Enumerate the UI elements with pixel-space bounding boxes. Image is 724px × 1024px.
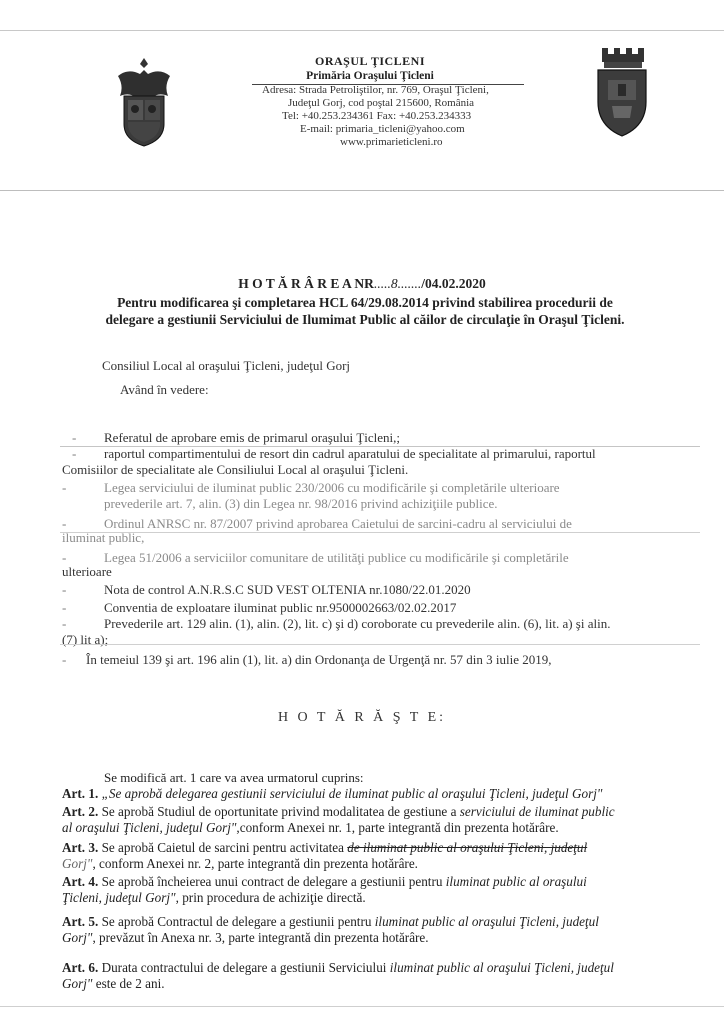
article-5-text-2: , prevăzut în Anexa nr. 3, parte integrantă din prezenta hotărâre. (92, 930, 429, 945)
consideration-3-line-2: prevederile art. 7, alin. (3) din Legea nr. 98/2016 privind achiziţiile publice. (104, 496, 498, 511)
bullet-dash: - (72, 446, 77, 461)
consideration-4-line-2: iluminat public, (62, 530, 145, 545)
article-5-text-1: Se aprobă Contractul de delegare a gestiunii pentru (98, 914, 375, 929)
consideration-4-line-1: Ordinul ANRSC nr. 87/2007 privind aprobarea Caietului de sarcini-cadru al serviciului de (104, 516, 572, 531)
consideration-3-line-1: Legea serviciului de iluminat public 230/2006 cu modificările şi completările ulterioare (104, 480, 560, 495)
address-line-2: Judeţul Gorj, cod poştal 215600, România (288, 97, 475, 109)
decision-subtitle (60, 294, 670, 328)
consideration-8-line-1: Prevederile art. 129 alin. (1), alin. (2), lit. c) şi d) coroborate cu prevederile alin. (6), lit. a) şi alin. (104, 616, 611, 631)
article-2 (62, 804, 692, 836)
article-3-italic-2: Gorj" (62, 856, 93, 871)
web-line: www.primarieticleni.ro (340, 136, 443, 148)
article-6-italic-1: iluminat public al oraşului Ţicleni, judeţul (389, 960, 614, 975)
bullet-dash: - (62, 550, 67, 565)
consideration-7: Conventia de exploatare iluminat public nr.9500002663/02.02.2017 (104, 600, 457, 615)
article-4-text-2: , prin procedura de achiziţie directă. (175, 890, 366, 905)
bullet-dash: - (72, 430, 77, 445)
bullet-dash: - (62, 600, 67, 615)
header-contact (262, 84, 489, 149)
scan-line (60, 644, 700, 645)
romania-coat-of-arms-icon (114, 52, 174, 150)
subtitle-line-1: Pentru modificarea şi completarea HCL 64/29.08.2014 privind stabilirea procedurii de (117, 295, 613, 310)
consideration-1: Referatul de aprobare emis de primarul oraşului Ţicleni,; (104, 430, 400, 445)
bullet-dash: - (62, 616, 67, 631)
article-5-label: Art. 5. (62, 914, 99, 929)
bullet-dash: - (62, 480, 67, 495)
article-6-text-1: Durata contractului de delegare a gestiunii Serviciului (98, 960, 390, 975)
scan-line (60, 446, 700, 447)
article-6 (62, 960, 692, 992)
bullet-dash: - (62, 516, 67, 531)
article-2-text-2: ,conform Anexei nr. 1, parte integrantă din prezenta hotărâre. (236, 820, 559, 835)
consideration-6: Nota de control A.N.R.S.C SUD VEST OLTENIA nr.1080/22.01.2020 (104, 582, 471, 597)
article-5 (62, 914, 692, 946)
city-name: ORAŞUL ŢICLENI (314, 54, 426, 68)
consideration-5-line-1: Legea 51/2006 a serviciilor comunitare de utilităţi publice cu modificările şi completările (104, 550, 569, 565)
town-hall-name: Primăria Oraşului Ţicleni (306, 69, 434, 82)
bullet-dash: - (62, 652, 67, 667)
ticleni-coat-of-arms-icon (594, 44, 650, 140)
article-3-text-1: Se aprobă Caietul de sarcini pentru activitatea (98, 840, 348, 855)
top-border-line (0, 30, 724, 31)
consideration-2-line-2: Comisiilor de specialitate ale Consiliului Local al oraşului Ţicleni. (62, 462, 409, 477)
header-separator (0, 190, 724, 191)
decides-heading: H O T Ă R Ă Ş T E: (277, 710, 447, 725)
articles-intro: Se modifică art. 1 care va avea urmatorul cuprins: (104, 770, 364, 785)
article-4-text-1: Se aprobă încheierea unui contract de delegare a gestiunii pentru (98, 874, 446, 889)
article-2-italic-2: al oraşului Ţicleni, judeţul Gorj" (62, 820, 237, 835)
subtitle-line-2: delegare a gestiunii Serviciului de Ilumimat Public al căilor de circulaţie în Oraşul Ţicleni. (105, 312, 625, 327)
article-3-text-2: , conform Anexei nr. 2, parte integrantă din prezenta hotărâre. (92, 856, 418, 871)
article-2-text-1: Se aprobă Studiul de oportunitate privind modalitatea de gestiune a (98, 804, 460, 819)
decision-number: .....8....... (373, 276, 422, 291)
scan-line (60, 532, 700, 533)
article-4-italic-1: iluminat public al oraşului (445, 874, 587, 889)
article-4-label: Art. 4. (62, 874, 99, 889)
article-1 (62, 786, 692, 802)
address-line-1: Adresa: Strada Petroliştilor, nr. 769, Oraşul Ţicleni, (262, 84, 489, 96)
header-block (230, 54, 510, 83)
decision-date: /04.02.2020 (421, 276, 486, 291)
considering-line: Având în vedere: (120, 382, 209, 397)
phone-line: Tel: +40.253.234361 Fax: +40.253.234333 (282, 110, 472, 122)
consideration-9: În temeiul 139 şi art. 196 alin (1), lit. a) din Ordonanţa de Urgenţă nr. 57 din 3 iulie 2019, (86, 652, 552, 667)
article-3-label: Art. 3. (62, 840, 99, 855)
title-prefix: H O T Ă R Â R E A NR (238, 276, 374, 291)
article-6-text-2: este de 2 ani. (92, 976, 165, 991)
article-6-italic-2: Gorj" (62, 976, 93, 991)
article-5-italic-1: iluminat public al oraşului Ţicleni, judeţul (374, 914, 599, 929)
article-6-label: Art. 6. (62, 960, 99, 975)
consideration-2-line-1: raportul compartimentului de resort din cadrul aparatului de specialitate al primarului, raportul (104, 446, 596, 461)
council-line: Consiliul Local al oraşului Ţicleni, judeţul Gorj (102, 358, 351, 373)
article-4-italic-2: Ţicleni, judeţul Gorj" (62, 890, 176, 905)
decision-title (0, 276, 724, 292)
article-2-italic-1: serviciului de iluminat public (459, 804, 615, 819)
article-2-label: Art. 2. (62, 804, 99, 819)
article-3 (62, 840, 692, 872)
article-1-text: „Se aprobă delegarea gestiunii serviciului de iluminat public al oraşului Ţicleni, judeţul Gorj" (101, 786, 603, 801)
consideration-8-line-2: (7) lit a); (62, 632, 109, 647)
consideration-5-line-2: ulterioare (62, 564, 112, 579)
article-5-italic-2: Gorj" (62, 930, 93, 945)
bottom-border-line (0, 1006, 724, 1007)
email-line: E-mail: primaria_ticleni@yahoo.com (300, 123, 465, 135)
article-4 (62, 874, 692, 906)
bullet-dash: - (62, 582, 67, 597)
article-3-italic-1: de iluminat public al oraşului Ţicleni, judeţul (347, 840, 588, 855)
article-1-label: Art. 1. (62, 786, 99, 801)
